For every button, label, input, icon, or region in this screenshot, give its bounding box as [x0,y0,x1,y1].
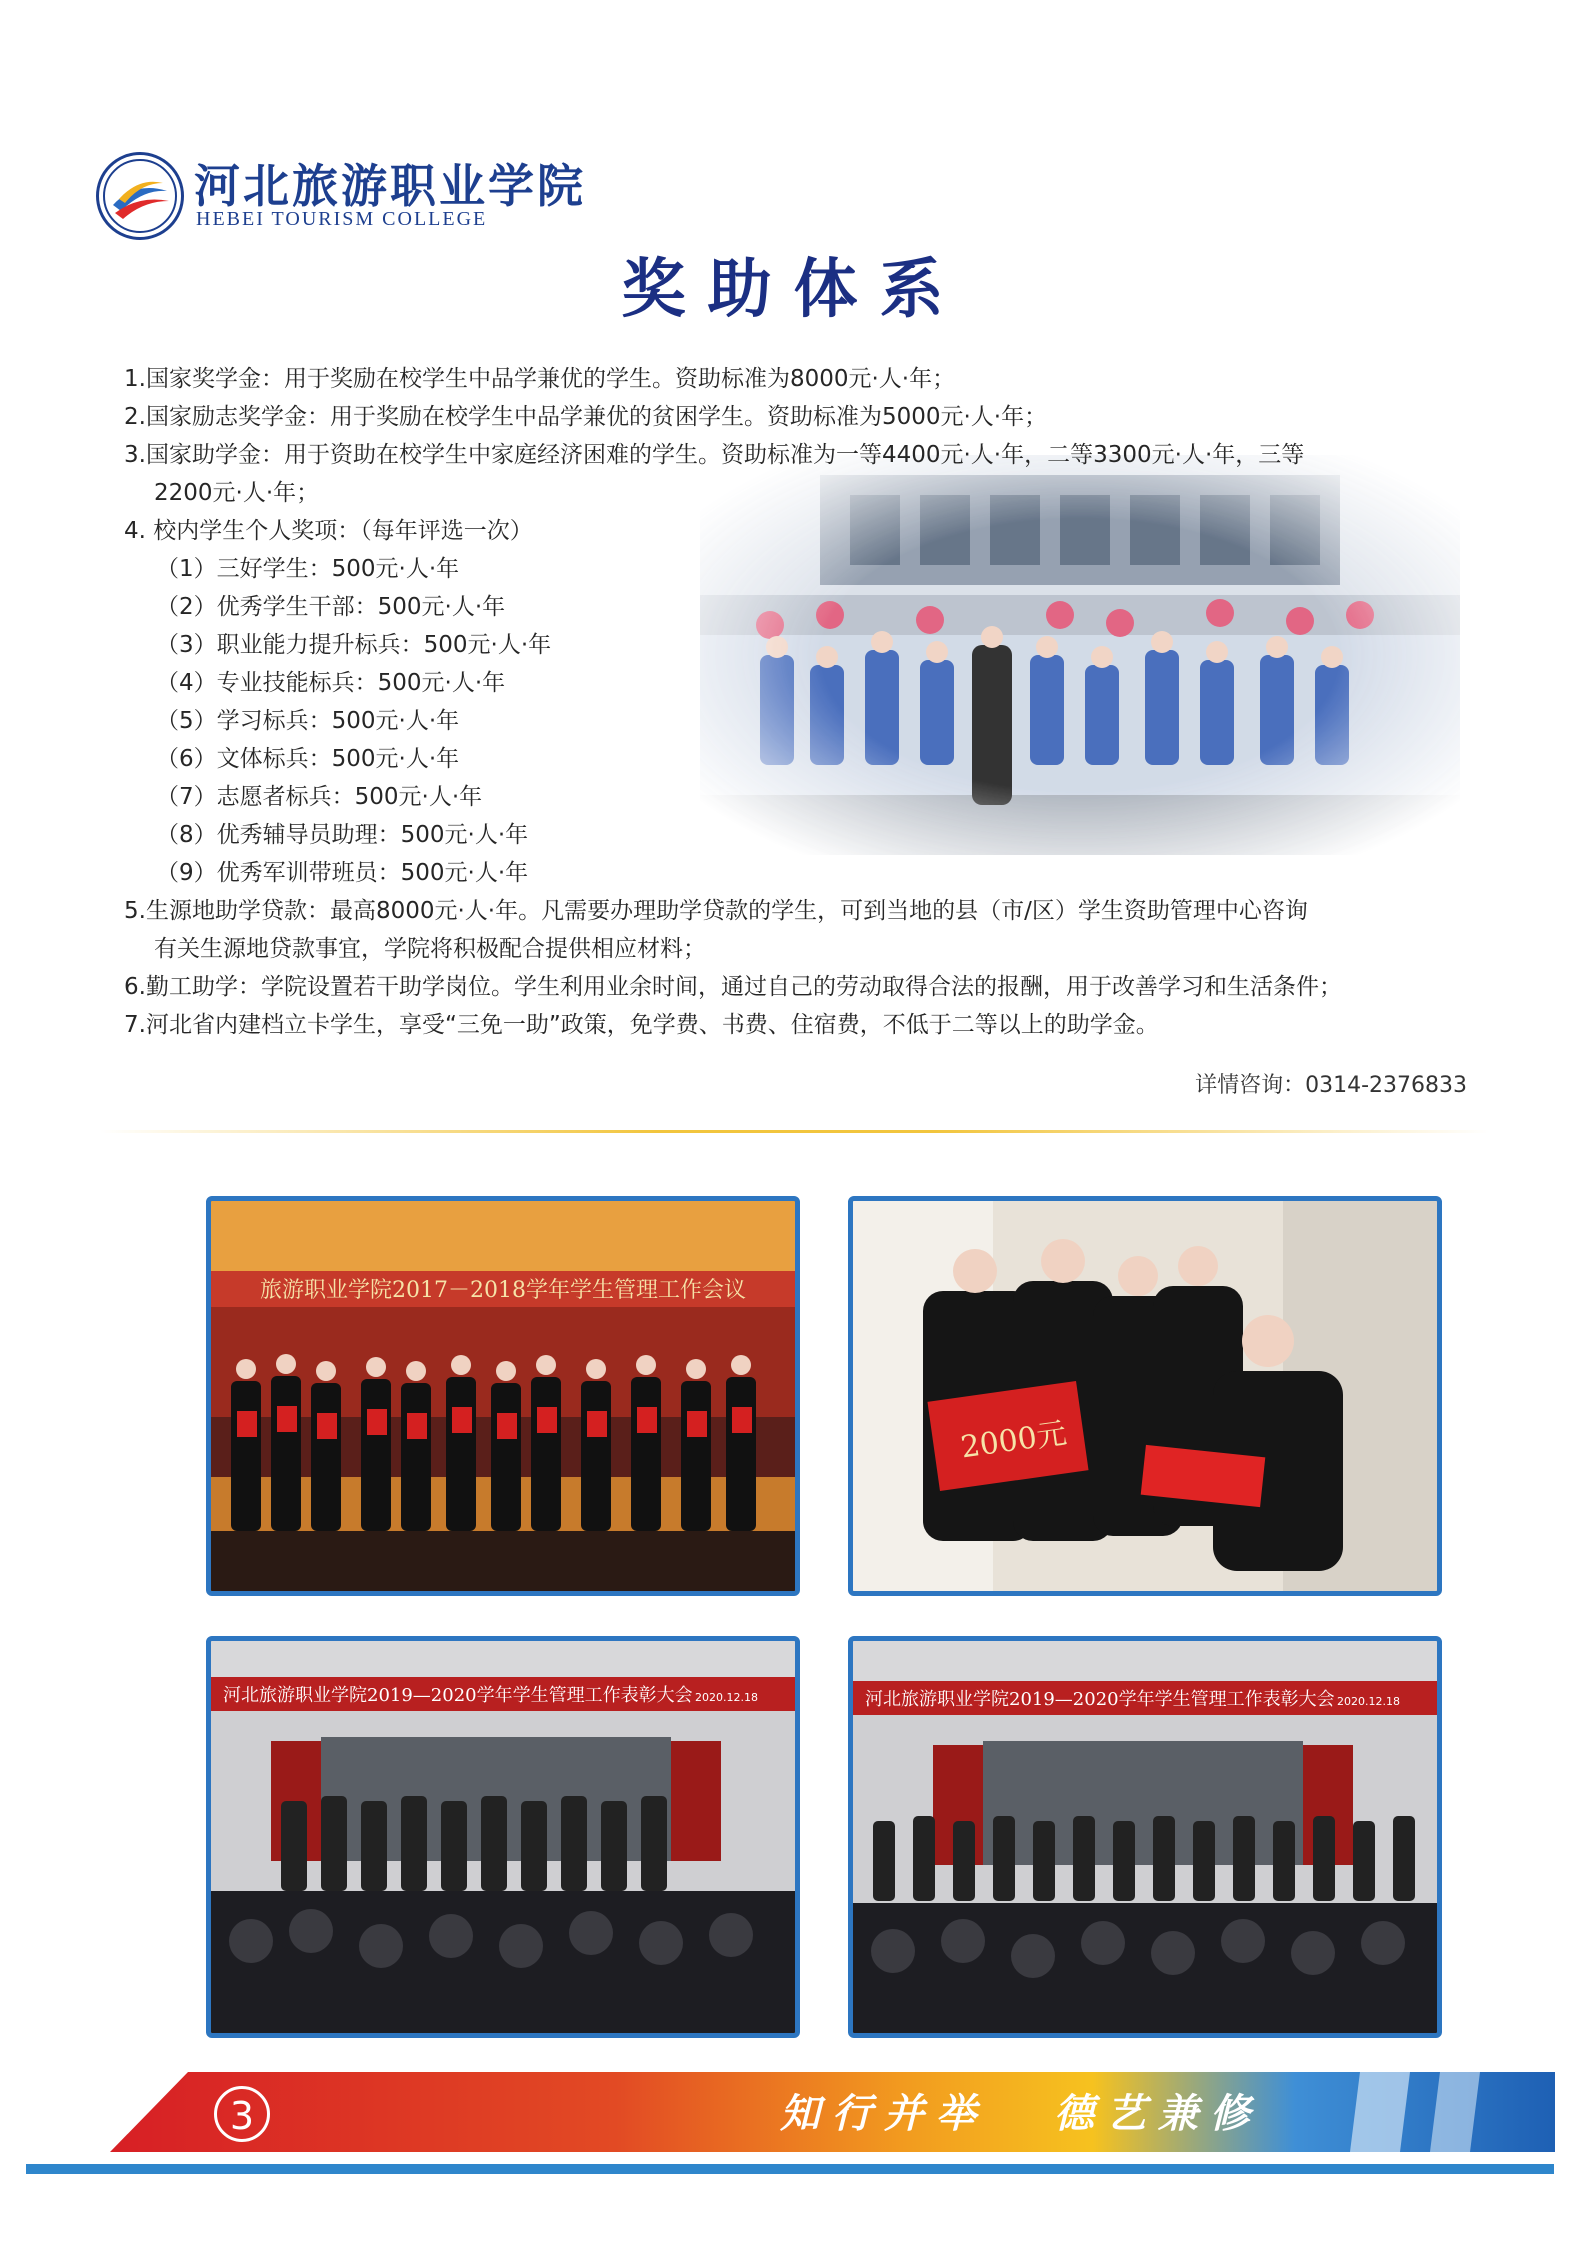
banner-date: 2020.12.18 [1337,1695,1400,1708]
banner-text: 旅游职业学院2017－2018学年学生管理工作会议 [260,1278,746,1303]
list-item: （1）三好学生：500元·人·年 [156,556,460,582]
list-item: 4. 校内学生个人奖项：（每年评选一次） [124,518,533,544]
list-item: 2.国家励志奖学金：用于奖励在校学生中品学兼优的贫困学生。资助标准为5000元·人·年； [124,404,1048,430]
banner-text: 河北旅游职业学院2019—2020学年学生管理工作表彰大会 [223,1685,693,1706]
college-name-cn: 河北旅游职业学院 [194,159,586,213]
banner-date: 2020.12.18 [695,1691,758,1704]
list-item: （7）志愿者标兵：500元·人·年 [156,784,483,810]
divider [100,1130,1490,1133]
list-item: （9）优秀军训带班员：500元·人·年 [156,860,529,886]
page-number: 3 [214,2086,270,2142]
scholarship-list [124,360,1504,1044]
college-logo [96,146,586,246]
award-ceremony-photo-3 [206,1636,800,2038]
list-item: 3.国家助学金：用于资助在校学生中家庭经济困难的学生。资助标准为一等4400元·人·年，二等3300元·人·年，三等 [124,442,1305,468]
page-title: 奖助体系 [621,252,966,327]
list-item: 有关生源地贷款事宜，学院将积极配合提供相应材料； [154,936,706,962]
list-item: （5）学习标兵：500元·人·年 [156,708,460,734]
list-item: 5.生源地助学贷款：最高8000元·人·年。凡需要办理助学贷款的学生，可到当地的县（市/区）学生资助管理中心咨询 [124,898,1308,924]
college-name-en: HEBEI TOURISM COLLEGE [196,208,488,230]
list-item: （3）职业能力提升标兵：500元·人·年 [156,632,552,658]
list-item: 1.国家奖学金：用于奖励在校学生中品学兼优的学生。资助标准为8000元·人·年； [124,366,956,392]
list-item: （8）优秀辅导员助理：500元·人·年 [156,822,529,848]
motto-2: 德艺兼修 [1054,2090,1262,2137]
list-item: （4）专业技能标兵：500元·人·年 [156,670,506,696]
footer-banner [0,2072,1587,2202]
college-emblem-icon [96,152,184,240]
award-ceremony-photo-1 [206,1196,800,1596]
list-item: （6）文体标兵：500元·人·年 [156,746,460,772]
list-item: （2）优秀学生干部：500元·人·年 [156,594,506,620]
motto-1: 知行并举 [780,2090,988,2137]
contact-info: 详情咨询：0314-2376833 [1195,1073,1467,1098]
list-item: 7.河北省内建档立卡学生，享受“三免一助”政策，免学费、书费、住宿费，不低于二等以上的助学金。 [124,1012,1159,1038]
award-ceremony-photo-2 [848,1196,1442,1596]
award-ceremony-photo-4 [848,1636,1442,2038]
list-item: 6.勤工助学：学院设置若干助学岗位。学生利用业余时间，通过自己的劳动取得合法的报酬，用于改善学习和生活条件； [124,974,1342,1000]
list-item: 2200元·人·年； [154,480,320,506]
banner-text: 河北旅游职业学院2019—2020学年学生管理工作表彰大会 [865,1689,1335,1710]
check-text: 2000元 [958,1416,1069,1466]
